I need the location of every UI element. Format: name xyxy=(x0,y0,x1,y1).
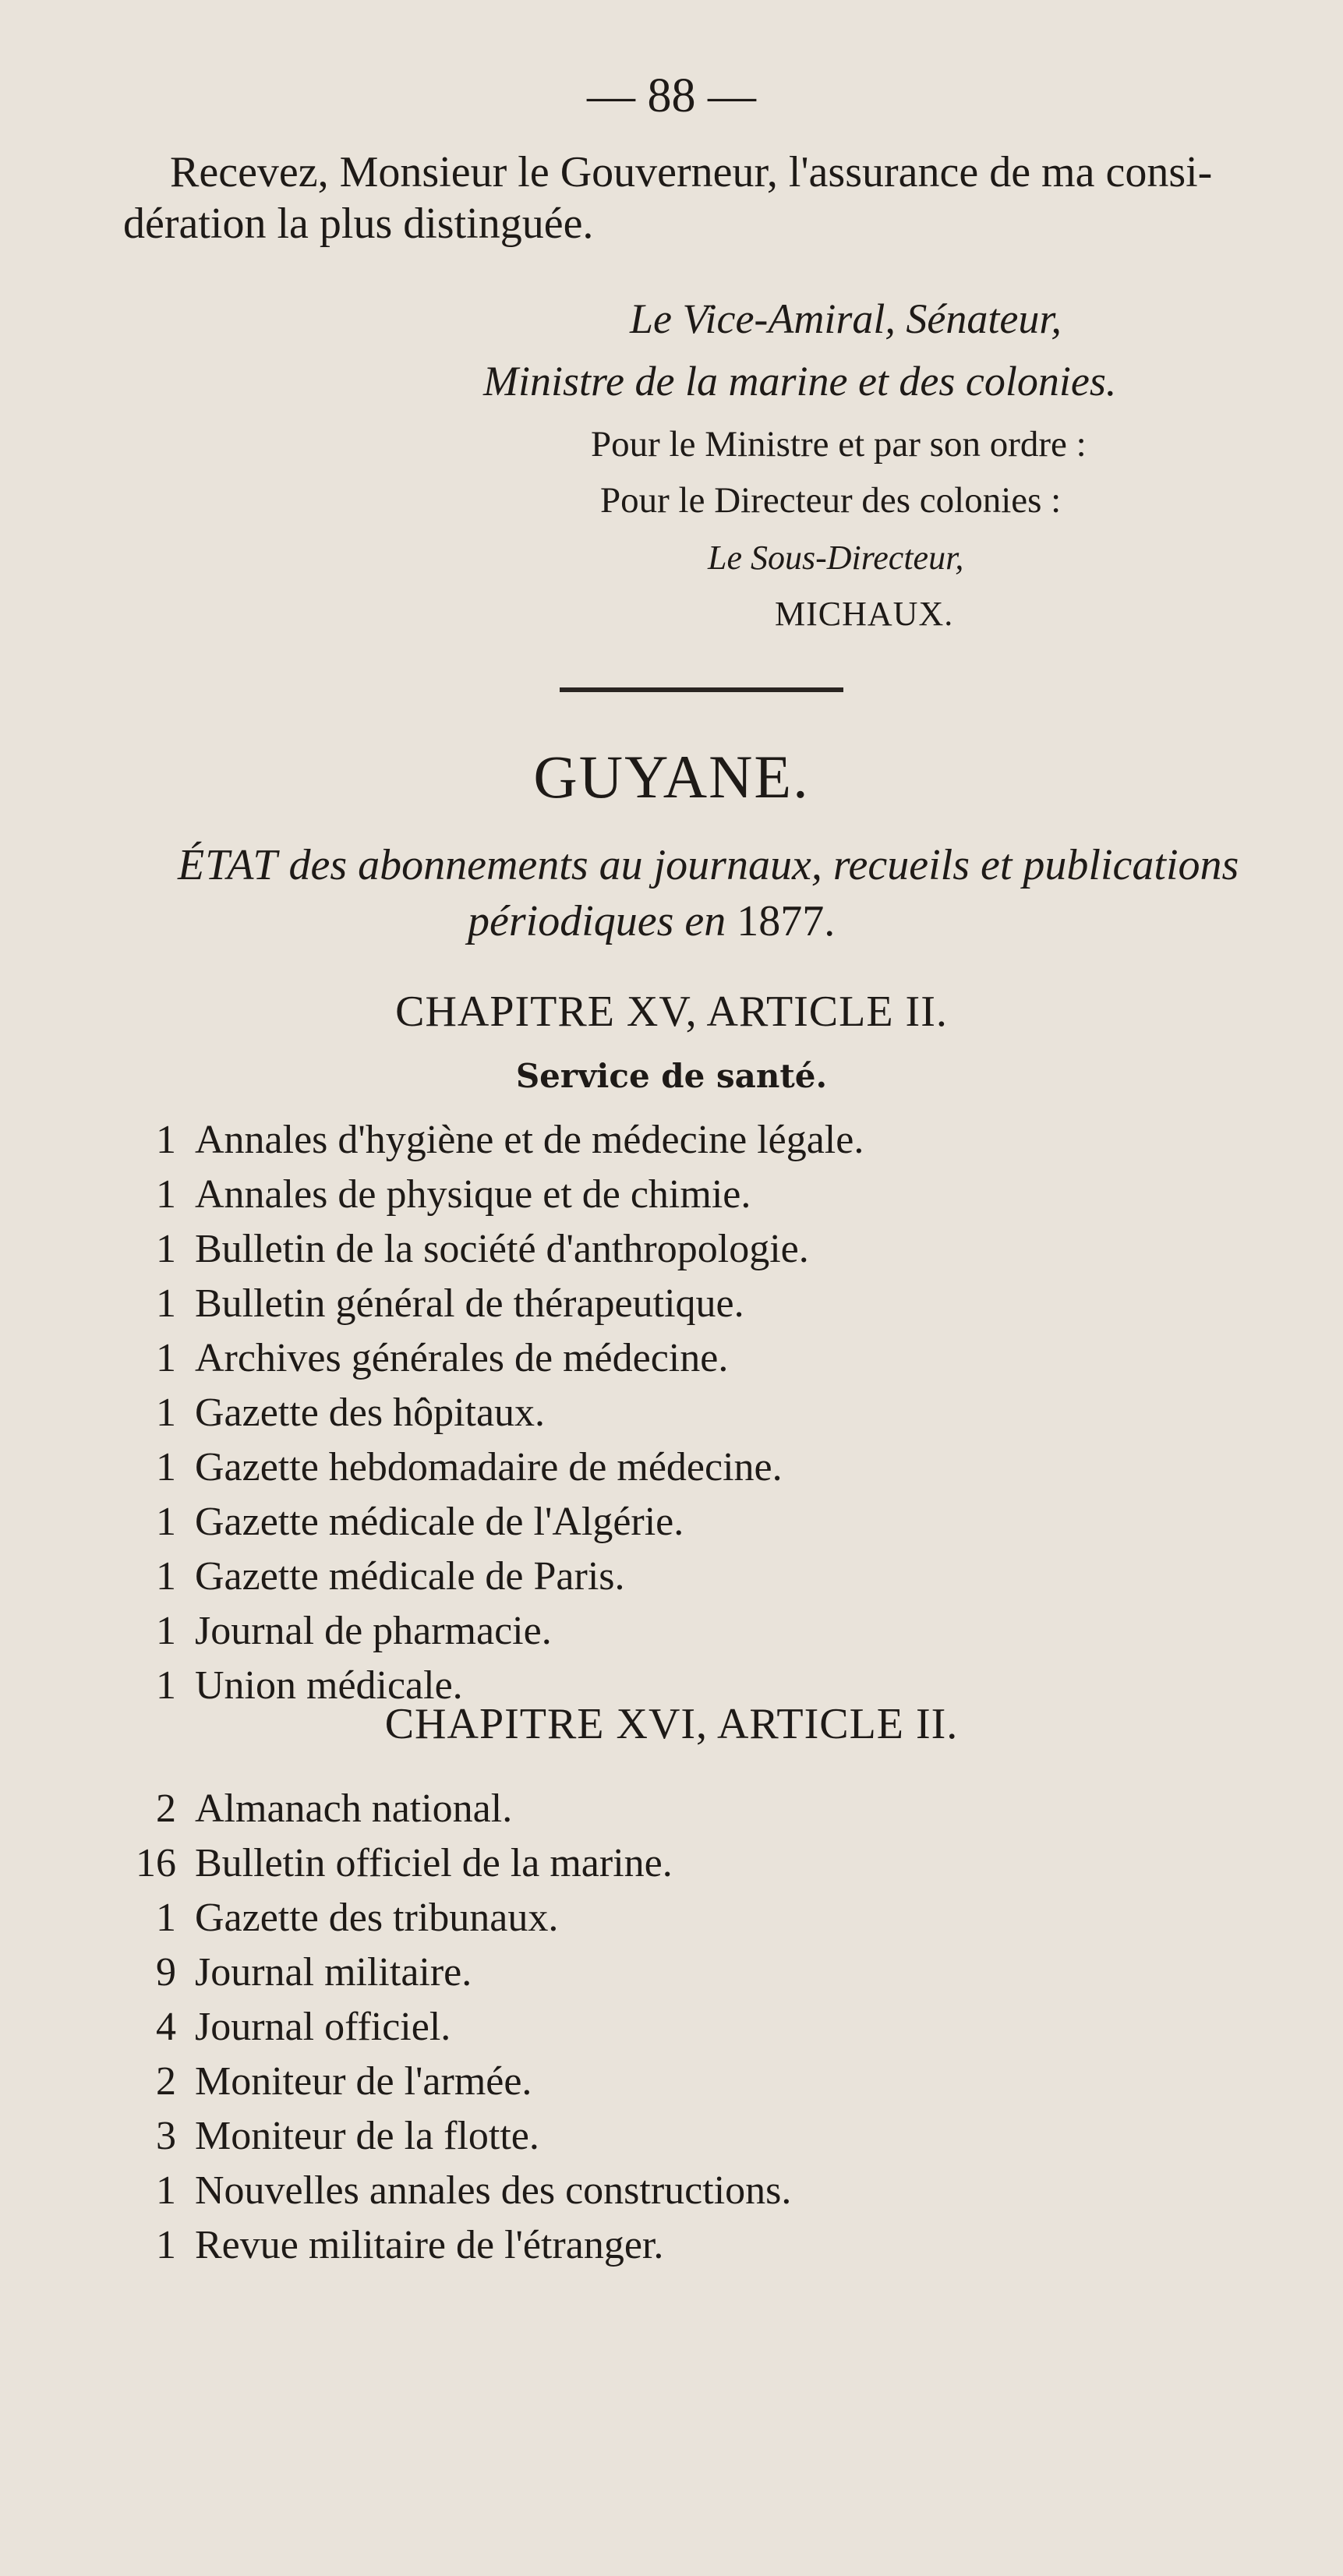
list-item xyxy=(115,1440,864,1495)
closing-line-1: Recevez, Monsieur le Gouverneur, l'assurance de ma consi- xyxy=(170,148,1213,196)
item-quantity: 1 xyxy=(156,1336,176,1380)
item-title: Nouvelles annales des constructions. xyxy=(195,2168,792,2213)
item-title: Union médicale. xyxy=(195,1663,463,1708)
item-quantity: 4 xyxy=(156,2005,176,2049)
item-quantity: 1 xyxy=(156,1281,176,1326)
item-title: Gazette des tribunaux. xyxy=(195,1896,559,1940)
item-quantity: 1 xyxy=(156,1609,176,1653)
list-item xyxy=(115,1331,864,1386)
item-quantity: 1 xyxy=(156,1172,176,1217)
list-item xyxy=(115,1386,864,1440)
item-title: Archives générales de médecine. xyxy=(195,1336,729,1380)
list-item xyxy=(115,2218,791,2273)
signature-delegation: Pour le Ministre et par son ordre : xyxy=(591,424,1087,465)
item-title: Moniteur de la flotte. xyxy=(195,2114,539,2158)
item-title: Annales d'hygiène et de médecine légale. xyxy=(195,1118,864,1162)
item-title: Gazette médicale de l'Algérie. xyxy=(195,1500,684,1544)
item-quantity: 2 xyxy=(156,2059,176,2104)
etat-year: 1877. xyxy=(737,897,836,945)
signature-name: MICHAUX. xyxy=(775,595,954,633)
item-quantity: 1 xyxy=(156,1227,176,1271)
item-title: Gazette des hôpitaux. xyxy=(195,1390,546,1435)
list-item xyxy=(115,1495,864,1549)
item-title: Bulletin officiel de la marine. xyxy=(195,1841,673,1885)
list-item xyxy=(115,1168,864,1222)
item-quantity: 1 xyxy=(156,1663,176,1708)
closing-paragraph xyxy=(123,147,1292,249)
list-item xyxy=(115,1604,864,1659)
item-quantity: 3 xyxy=(156,2114,176,2158)
list-item xyxy=(115,1836,791,1891)
item-quantity: 9 xyxy=(156,1950,176,1995)
signature-subdirector: Le Sous-Directeur, xyxy=(708,539,964,577)
item-quantity: 1 xyxy=(156,1554,176,1599)
item-quantity: 1 xyxy=(156,1118,176,1162)
etat-lead: ÉTAT xyxy=(178,841,278,889)
item-title: Moniteur de l'armée. xyxy=(195,2059,532,2104)
item-title: Annales de physique et de chimie. xyxy=(195,1172,751,1217)
list-item xyxy=(115,1945,791,2000)
signature-director: Pour le Directeur des colonies : xyxy=(600,480,1062,521)
service-heading: Service de santé. xyxy=(515,1057,828,1095)
item-quantity: 1 xyxy=(156,1500,176,1544)
list-item xyxy=(115,1113,864,1168)
chapter-1-list xyxy=(115,1113,864,1713)
etat-heading-line-2 xyxy=(468,896,835,946)
list-item xyxy=(115,1222,864,1277)
signature-title: Le Vice-Amiral, Sénateur, xyxy=(630,295,1062,342)
region-title: GUYANE. xyxy=(533,743,810,811)
section-divider xyxy=(560,687,843,692)
signature-ministry: Ministre de la marine et des colonies. xyxy=(483,358,1117,405)
list-item xyxy=(115,1277,864,1331)
list-item xyxy=(115,2000,791,2055)
item-title: Bulletin général de thérapeutique. xyxy=(195,1281,744,1326)
item-title: Journal militaire. xyxy=(195,1950,472,1995)
closing-line-2: dération la plus distinguée. xyxy=(123,200,594,248)
list-item xyxy=(115,2109,791,2164)
page-number: — 88 — xyxy=(587,69,756,122)
item-quantity: 1 xyxy=(156,1390,176,1435)
list-item xyxy=(115,2164,791,2218)
item-quantity: 1 xyxy=(156,2168,176,2213)
item-quantity: 1 xyxy=(156,1445,176,1489)
chapter-2-list xyxy=(115,1782,791,2273)
etat-heading-line-1 xyxy=(178,840,1239,890)
chapter-1-heading: CHAPITRE XV, ARTICLE II. xyxy=(395,988,948,1036)
item-quantity: 16 xyxy=(136,1841,176,1885)
list-item xyxy=(115,1891,791,1945)
item-title: Journal officiel. xyxy=(195,2005,451,2049)
list-item xyxy=(115,1549,864,1604)
item-title: Gazette hebdomadaire de médecine. xyxy=(195,1445,783,1489)
item-title: Bulletin de la société d'anthropologie. xyxy=(195,1227,809,1271)
item-title: Almanach national. xyxy=(195,1786,513,1831)
item-quantity: 2 xyxy=(156,1786,176,1831)
item-quantity: 1 xyxy=(156,1896,176,1940)
list-item xyxy=(115,2055,791,2109)
chapter-2-heading: CHAPITRE XVI, ARTICLE II. xyxy=(384,1700,959,1748)
item-title: Journal de pharmacie. xyxy=(195,1609,552,1653)
etat-line-2-text: périodiques en xyxy=(468,897,737,945)
etat-line-1-text: des abonnements au journaux, recueils et publications xyxy=(277,841,1239,889)
list-item xyxy=(115,1782,791,1836)
item-title: Gazette médicale de Paris. xyxy=(195,1554,625,1599)
item-title: Revue militaire de l'étranger. xyxy=(195,2223,664,2267)
item-quantity: 1 xyxy=(156,2223,176,2267)
